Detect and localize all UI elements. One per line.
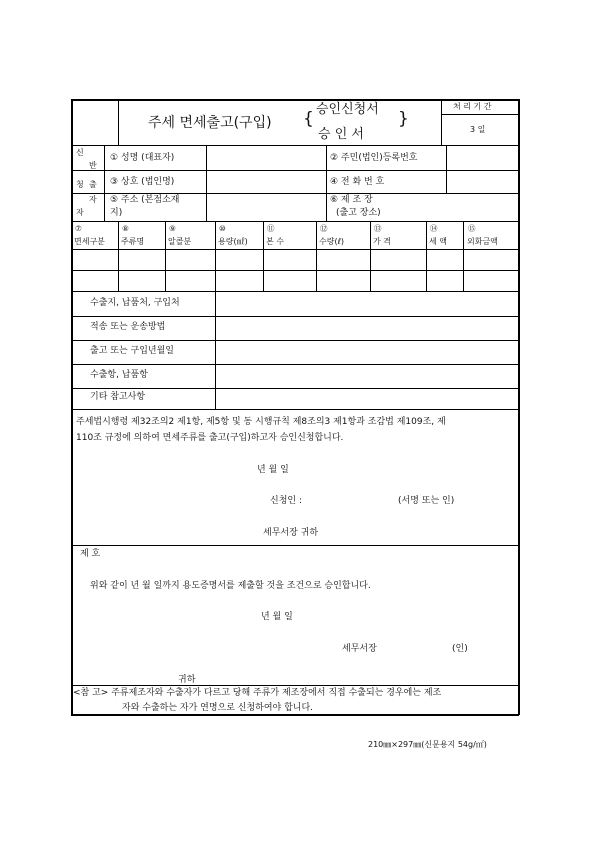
processing-period-value: 3 일 xyxy=(470,125,486,134)
paper-spec: 210㎜×297㎜(신문용지 54g/㎡) xyxy=(368,740,487,749)
col-exemption-type: 면세구분 xyxy=(74,237,105,246)
name-label: ① 성명 (대표자) xyxy=(110,153,175,163)
application-date: 년 월 일 xyxy=(257,465,289,475)
note-line-1: <참 고> 주류제조자와 수출자가 다르고 당해 주류가 제조장에서 직접 수출되는 경우에는 제조 xyxy=(73,688,442,698)
phone-label: ④ 전 화 번 호 xyxy=(330,177,385,187)
shipping-method-label: 적송 또는 운송방법 xyxy=(90,322,166,332)
applicant-label: 신청인 : xyxy=(270,496,302,506)
col-quantity: 수량(ℓ) xyxy=(319,237,345,246)
seal-label: (인) xyxy=(452,644,468,654)
signature-label: (서명 또는 인) xyxy=(398,496,455,506)
approval-text: 위와 같이 년 월 일까지 용도증명서를 제출할 것을 조건으로 승인합니다. xyxy=(90,581,371,591)
company-name-label: ③ 상호 (법인명) xyxy=(110,177,175,187)
col-alcohol: 알콜분 xyxy=(168,237,192,246)
registration-number-label: ② 주민(법인)등록번호 xyxy=(330,153,418,163)
col-tax: 세 액 xyxy=(429,237,447,246)
processing-period-label: 처 리 기 간 xyxy=(453,102,492,111)
statement-line-2: 110조 규정에 의하여 면세주류를 출고(구입)하고자 승인신청합니다. xyxy=(76,433,344,443)
factory-label-cont: (출고 장소) xyxy=(336,208,381,218)
statement-line-1: 주세법시행령 제32조의2 제1항, 제5항 및 동 시행규칙 제8조의3 제1항과 조감법 제109조, 제 xyxy=(76,417,446,427)
address-label-cont: 지) xyxy=(110,208,123,218)
title-option-application: 승인신청서 xyxy=(316,102,379,117)
factory-label: ⑥ 제 조 장 xyxy=(330,195,373,205)
note-line-2: 자와 수출하는 자가 연명으로 신청하여야 합니다. xyxy=(122,703,314,713)
col-liquor-name: 주류명 xyxy=(121,237,145,246)
tax-office-head: 세무서장 xyxy=(342,644,377,654)
approval-number: 제 호 xyxy=(80,549,101,559)
col-price: 가 격 xyxy=(373,237,391,246)
approval-date: 년 월 일 xyxy=(261,612,293,622)
title-brace-open: { xyxy=(303,109,314,129)
col-count: 본 수 xyxy=(266,237,284,246)
remarks-label: 기타 참고사항 xyxy=(90,392,146,402)
title-brace-close: } xyxy=(398,109,409,129)
destination-label: 수출지, 납품처, 구입처 xyxy=(90,298,180,308)
col-volume: 용량(㎖) xyxy=(218,237,248,246)
title-option-approval: 승 인 서 xyxy=(318,127,364,142)
form-title: 주세 면세출고(구입) xyxy=(148,115,272,131)
address-label: ⑤ 주소 (본점소재 xyxy=(110,195,180,205)
col-foreign-amount: 외화금액 xyxy=(467,237,498,246)
statement-recipient: 세무서장 귀하 xyxy=(263,528,319,538)
approval-recipient: 귀하 xyxy=(178,675,196,685)
export-port-label: 수출항, 납품항 xyxy=(90,370,148,380)
release-date-label: 출고 또는 구입년월일 xyxy=(90,346,174,356)
